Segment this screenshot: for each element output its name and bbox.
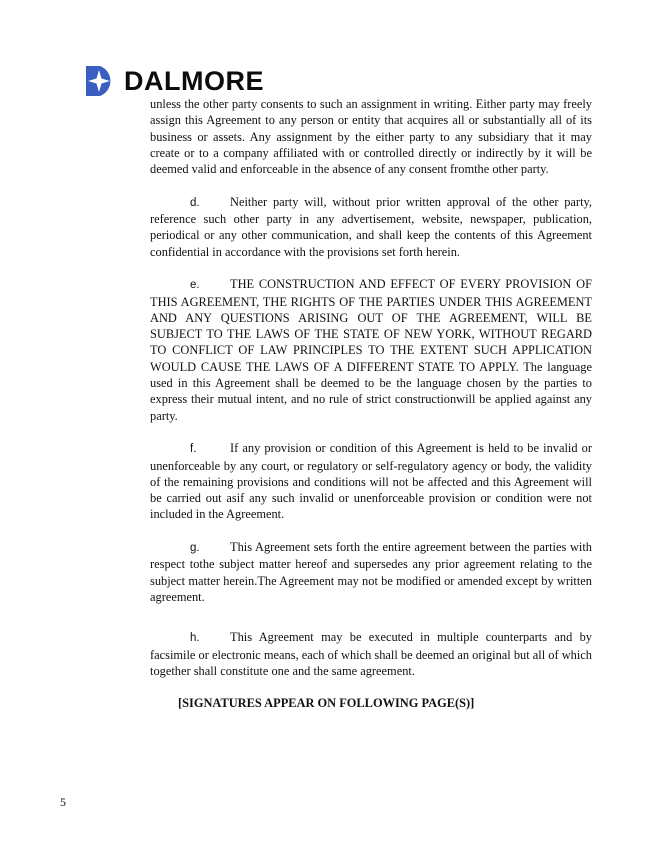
clause-label: d.: [190, 196, 200, 209]
clause-text: If any provision or condition of this Agreement is held to be invalid or unenforceable by any court, or regulatory or self-regulatory agency or body, the validity of the remaining provisions and conditions will not be affected and this Agreement will be carried out asif any such invalid or unenforceable provision or condition were not included in the Agreement.: [150, 441, 592, 522]
clause-text: This Agreement sets forth the entire agreement between the parties with respect tothe subject matter hereof and supersedes any prior agreement relating to the subject matter herein.The Agreement may not be modified or amended except by written agreement.: [150, 540, 592, 604]
clause-label: h.: [190, 632, 200, 645]
signature-note: [SIGNATURES APPEAR ON FOLLOWING PAGE(S)]: [178, 696, 475, 711]
logo-text: DALMORE: [124, 65, 264, 96]
clause-label: e.: [190, 279, 200, 292]
clause-h: [150, 629, 592, 679]
clause-text: Neither party will, without prior written approval of the other party, reference such other party in any advertisement, website, newspaper, publication, periodical or any other communication, and shall keep the contents of this Agreement confidential in accordance with the provisions set forth herein.: [150, 194, 592, 259]
clause-text: THE CONSTRUCTION AND EFFECT OF EVERY PROVISION OF THIS AGREEMENT, THE RIGHTS OF THE PARTIES UNDER THIS AGREEMENT AND ANY QUESTIONS ARISING OUT OF THE AGREEMENT, WILL BE SUBJECT TO THE LAWS OF THE STATE OF NEW YORK, WITHOUT REGARD TO CONFLICT OF LAW PRINCIPLES TO THE EXTENT SUCH APPLICATION WOULD CAUSE THE LAWS OF A DIFFERENT STATE TO APPLY. The language used in this Agreement shall be deemed to be the language chosen by the parties to express their mutual intent, and no rule of strict constructionwill be applied against any party.: [150, 277, 592, 423]
clause-g: [150, 539, 592, 605]
page-number: 5: [60, 795, 66, 809]
clause-f: [150, 440, 592, 522]
document-body: [150, 96, 592, 712]
company-logo: [84, 64, 264, 98]
clause-text: This Agreement may be executed in multiple counterparts and by facsimile or electronic means, each of which shall be deemed an original but all of which together shall constitute one and the same agreement.: [150, 630, 592, 678]
dalmore-logo-icon: [84, 64, 118, 98]
paragraph-continuation: unless the other party consents to such an assignment in writing. Either party may freely assign this Agreement to any person or entity that acquires all or substantially all of its business or assets. Any assignment by the either party to any subsidiary that it may create or to a company affiliated with or controlled directly or indirectly by it will be deemed valid and enforceable in the absence of any consent fromthe other party.: [150, 97, 592, 177]
clause-label: f.: [190, 443, 197, 456]
clause-d: [150, 194, 592, 260]
clause-label: g.: [190, 542, 200, 555]
clause-e: [150, 276, 592, 424]
